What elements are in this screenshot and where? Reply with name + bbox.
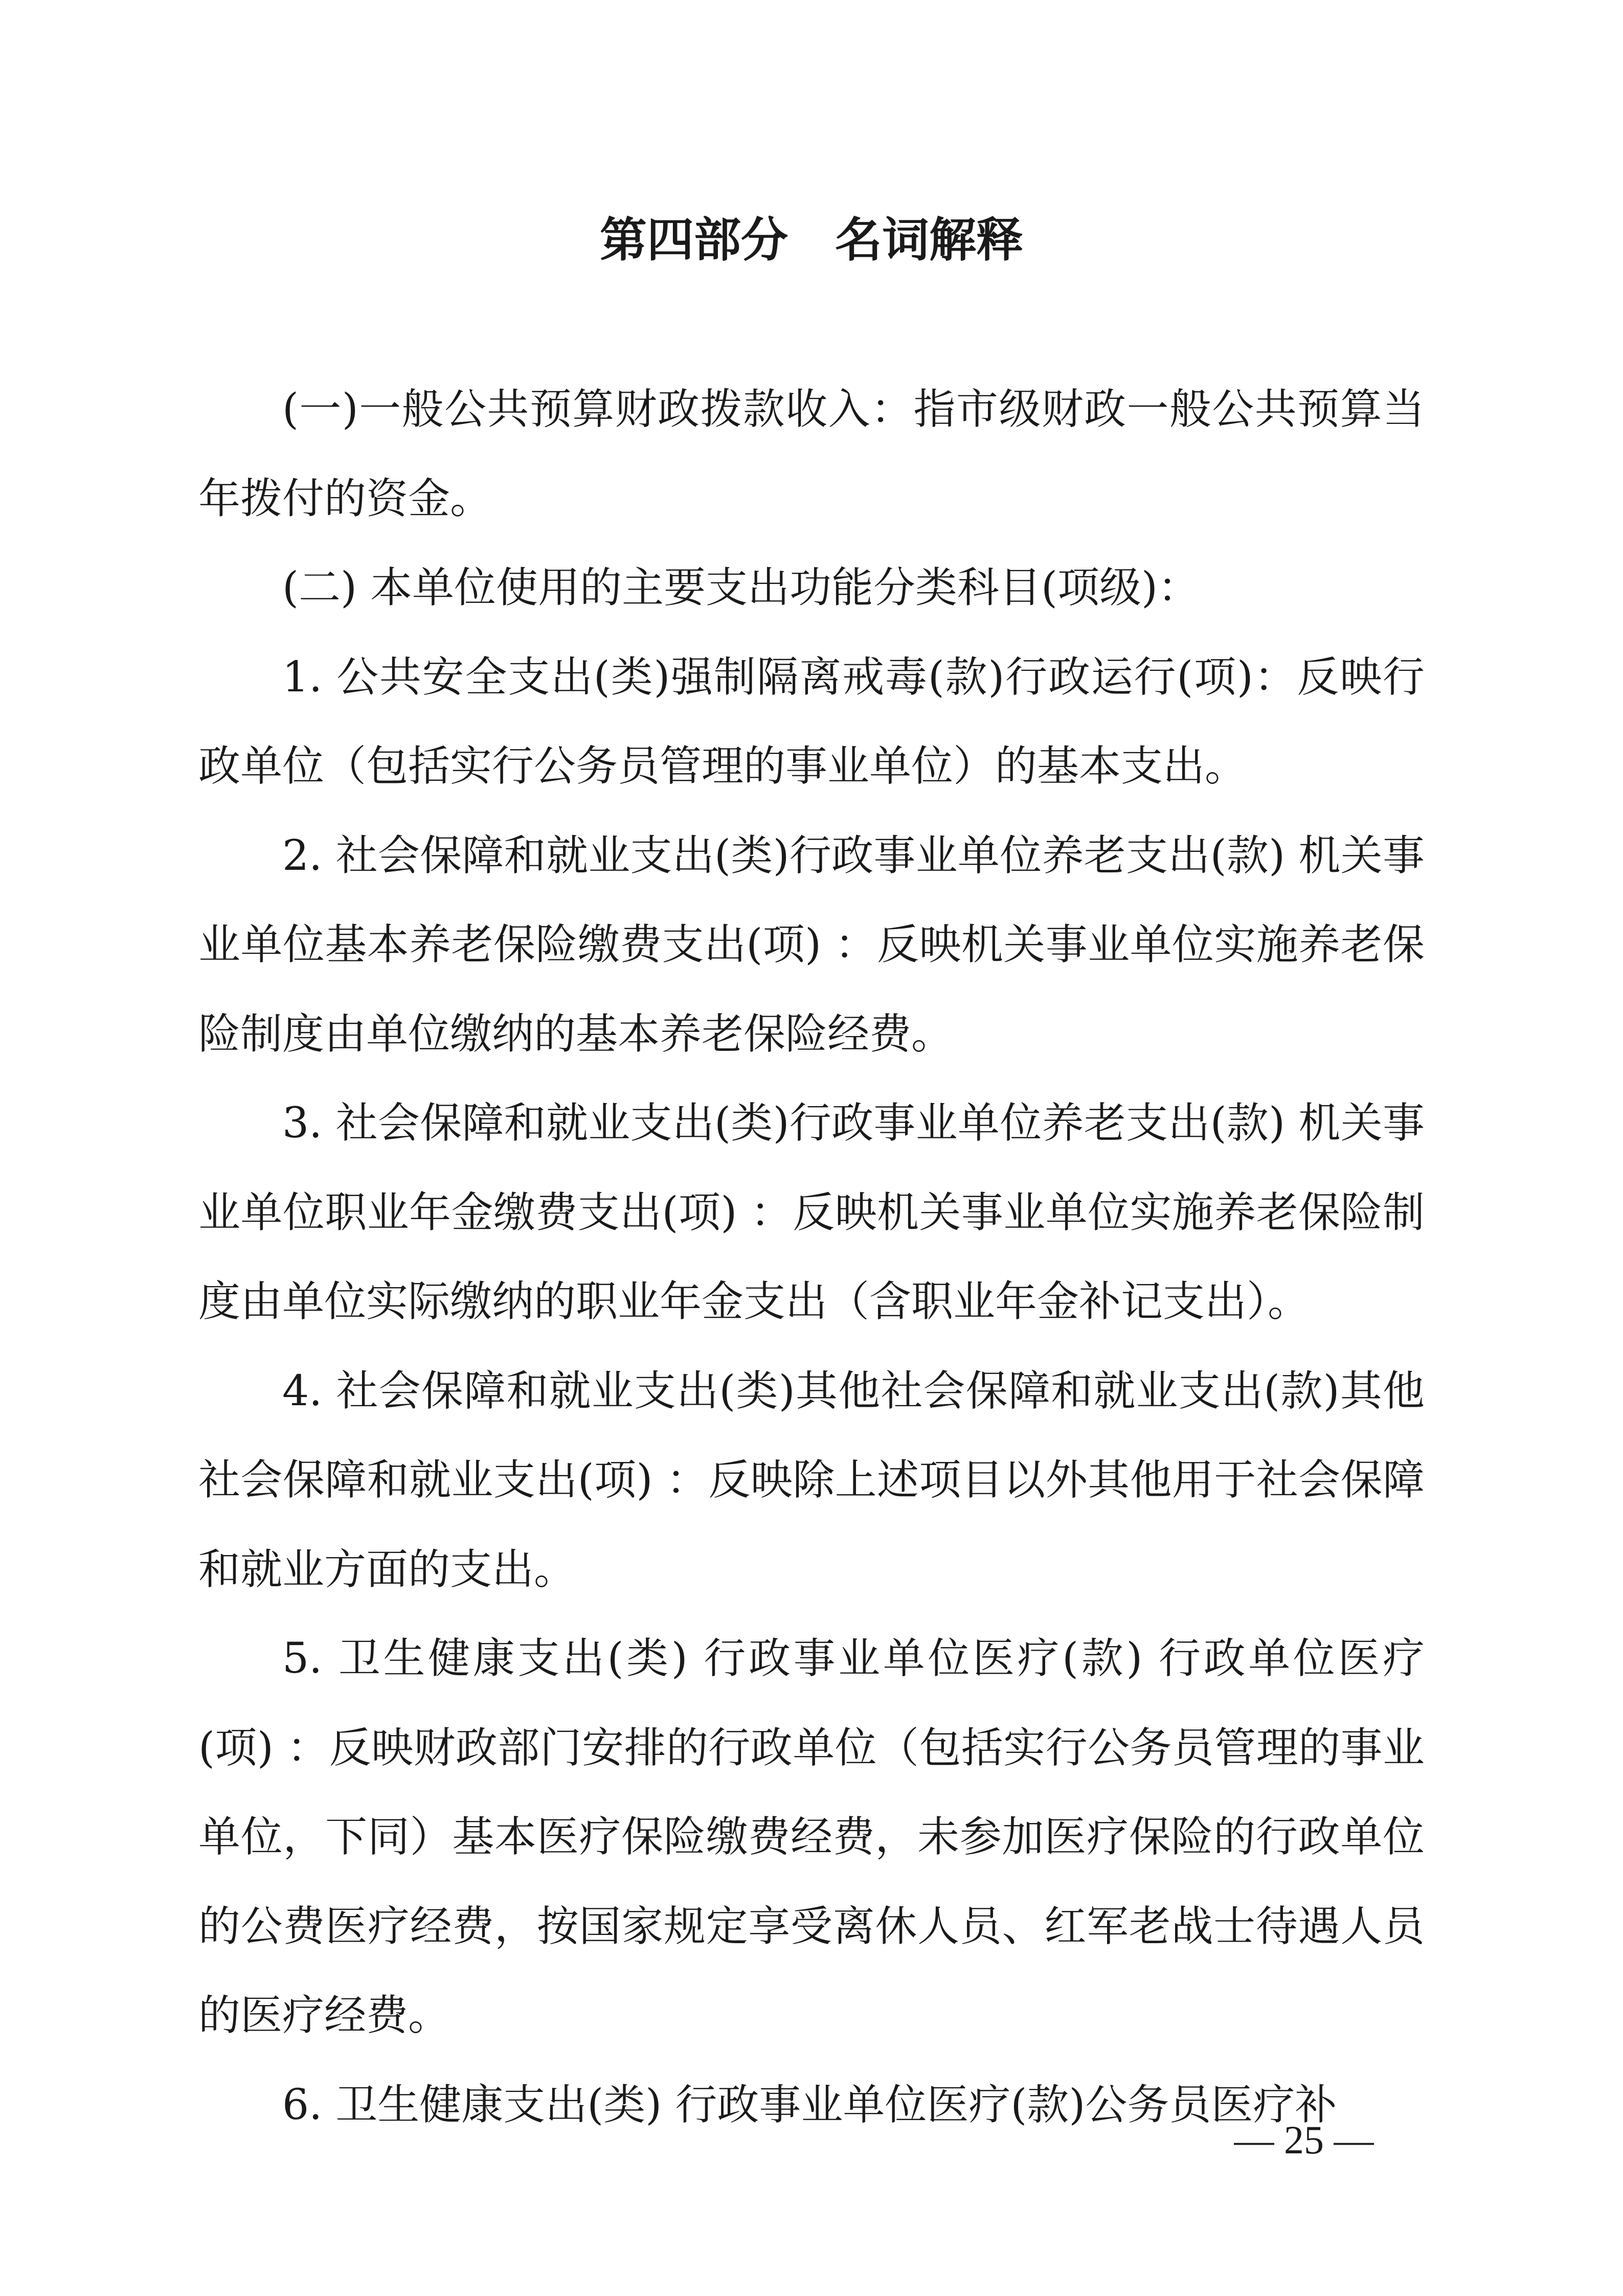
paragraph-item-1: 1. 公共安全支出(类)强制隔离戒毒(款)行政运行(项)：反映行政单位（包括实行公务员管理的事业单位）的基本支出。 — [198, 652, 1425, 791]
paragraph-item-4: 4. 社会保障和就业支出(类)其他社会保障和就业支出(款)其他社会保障和就业支出(项) ：反映除上述项目以外其他用于社会保障和就业方面的支出。 — [198, 1366, 1425, 1594]
document-body — [198, 365, 1425, 2150]
paragraph-item-5: 5. 卫生健康支出(类) 行政事业单位医疗(款) 行政单位医疗(项) ：反映财政部门安排的行政单位（包括实行公务员管理的事业单位，下同）基本医疗保险缴费经费，未参加医疗保险的行政单位的公费医疗经费，按国家规定享受离休人员、红军老战士待遇人员的医疗经费。 — [198, 1634, 1425, 2040]
paragraph-general-budget-income: (一)一般公共预算财政拨款收入：指市级财政一般公共预算当年拨付的资金。 — [198, 385, 1425, 523]
page-number: — 25 — — [1234, 2118, 1374, 2162]
paragraph-item-2: 2. 社会保障和就业支出(类)行政事业单位养老支出(款) 机关事业单位基本养老保险缴费支出(项) ：反映机关事业单位实施养老保险制度由单位缴纳的基本养老保险经费。 — [198, 831, 1425, 1059]
paragraph-item-3: 3. 社会保障和就业支出(类)行政事业单位养老支出(款) 机关事业单位职业年金缴费支出(项) ：反映机关事业单位实施养老保险制度由单位实际缴纳的职业年金支出（含职业年金补记支出）。 — [198, 1099, 1425, 1326]
paragraph-item-6: 6. 卫生健康支出(类) 行政事业单位医疗(款)公务员医疗补 — [282, 2080, 1337, 2129]
page-title: 第四部分 名词解释 — [599, 213, 1023, 267]
paragraph-expenditure-categories-heading: (二) 本单位使用的主要支出功能分类科目(项级)： — [282, 564, 1200, 612]
